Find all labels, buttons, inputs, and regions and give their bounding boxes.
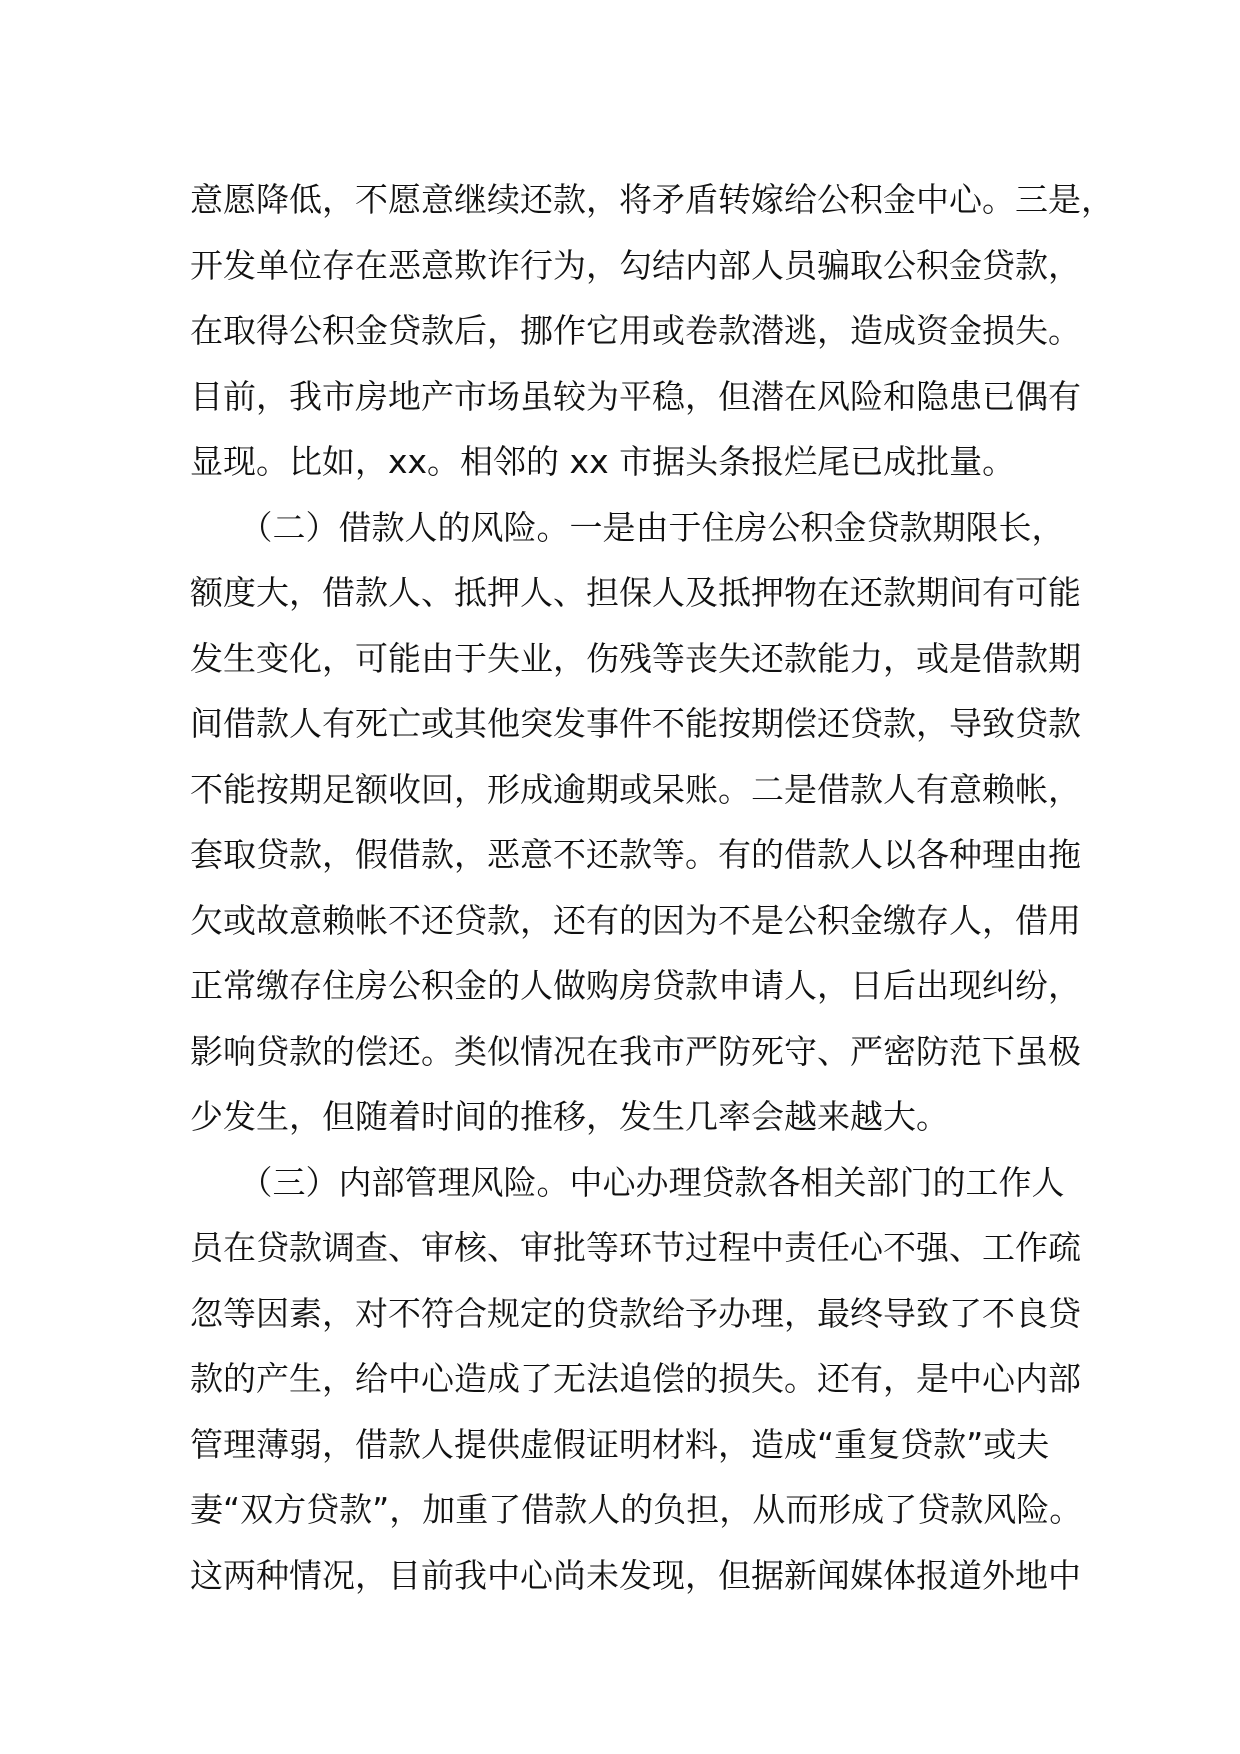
text-line: 员在贷款调查、审核、审批等环节过程中责任心不强、工作疏: [190, 1228, 1081, 1267]
text-line: 正常缴存住房公积金的人做购房贷款申请人，日后出现纠纷，: [190, 966, 1081, 1005]
text-line: 发生变化，可能由于失业，伤残等丧失还款能力，或是借款期: [190, 638, 1081, 678]
text-line: （三）内部管理风险。中心办理贷款各相关部门的工作人: [190, 1162, 1065, 1202]
text-line: 目前，我市房地产市场虽较为平稳，但潜在风险和隐患已偶有: [190, 376, 1081, 416]
text-line: 不能按期足额收回，形成逾期或呆账。二是借款人有意赖帐，: [190, 769, 1081, 809]
text-line: 意愿降低，不愿意继续还款，将矛盾转嫁给公积金中心。三是，: [190, 180, 1114, 219]
text-line: （二）借款人的风险。一是由于住房公积金贷款期限长，: [190, 507, 1065, 547]
text-line: 额度大，借款人、抵押人、担保人及抵押物在还款期间有可能: [190, 573, 1081, 612]
text-line: 妻“双方贷款”，加重了借款人的负担，从而形成了贷款风险。: [190, 1490, 1083, 1529]
body-text: [190, 167, 1114, 1608]
text-line: 少发生，但随着时间的推移，发生几率会越来越大。: [190, 1097, 949, 1136]
text-line: 款的产生，给中心造成了无法追偿的损失。还有，是中心内部: [190, 1359, 1081, 1398]
text-line: 显现。比如，xx。相邻的 xx 市据头条报烂尾已成批量。: [190, 442, 1016, 481]
text-line: 欠或故意赖帐不还贷款，还有的因为不是公积金缴存人，借用: [190, 900, 1081, 940]
text-line: 间借款人有死亡或其他突发事件不能按期偿还贷款，导致贷款: [190, 704, 1081, 743]
text-line: 管理薄弱，借款人提供虚假证明材料，造成“重复贷款”或夫: [190, 1424, 1050, 1464]
text-line: 套取贷款，假借款，恶意不还款等。有的借款人以各种理由拖: [190, 835, 1081, 874]
text-line: 开发单位存在恶意欺诈行为，勾结内部人员骗取公积金贷款，: [190, 245, 1081, 285]
text-line: 在取得公积金贷款后，挪作它用或卷款潜逃，造成资金损失。: [190, 311, 1081, 350]
text-line: 忽等因素，对不符合规定的贷款给予办理，最终导致了不良贷: [190, 1293, 1081, 1333]
text-line: 这两种情况，目前我中心尚未发现，但据新闻媒体报道外地中: [190, 1555, 1081, 1595]
text-line: 影响贷款的偿还。类似情况在我市严防死守、严密防范下虽极: [190, 1031, 1081, 1071]
